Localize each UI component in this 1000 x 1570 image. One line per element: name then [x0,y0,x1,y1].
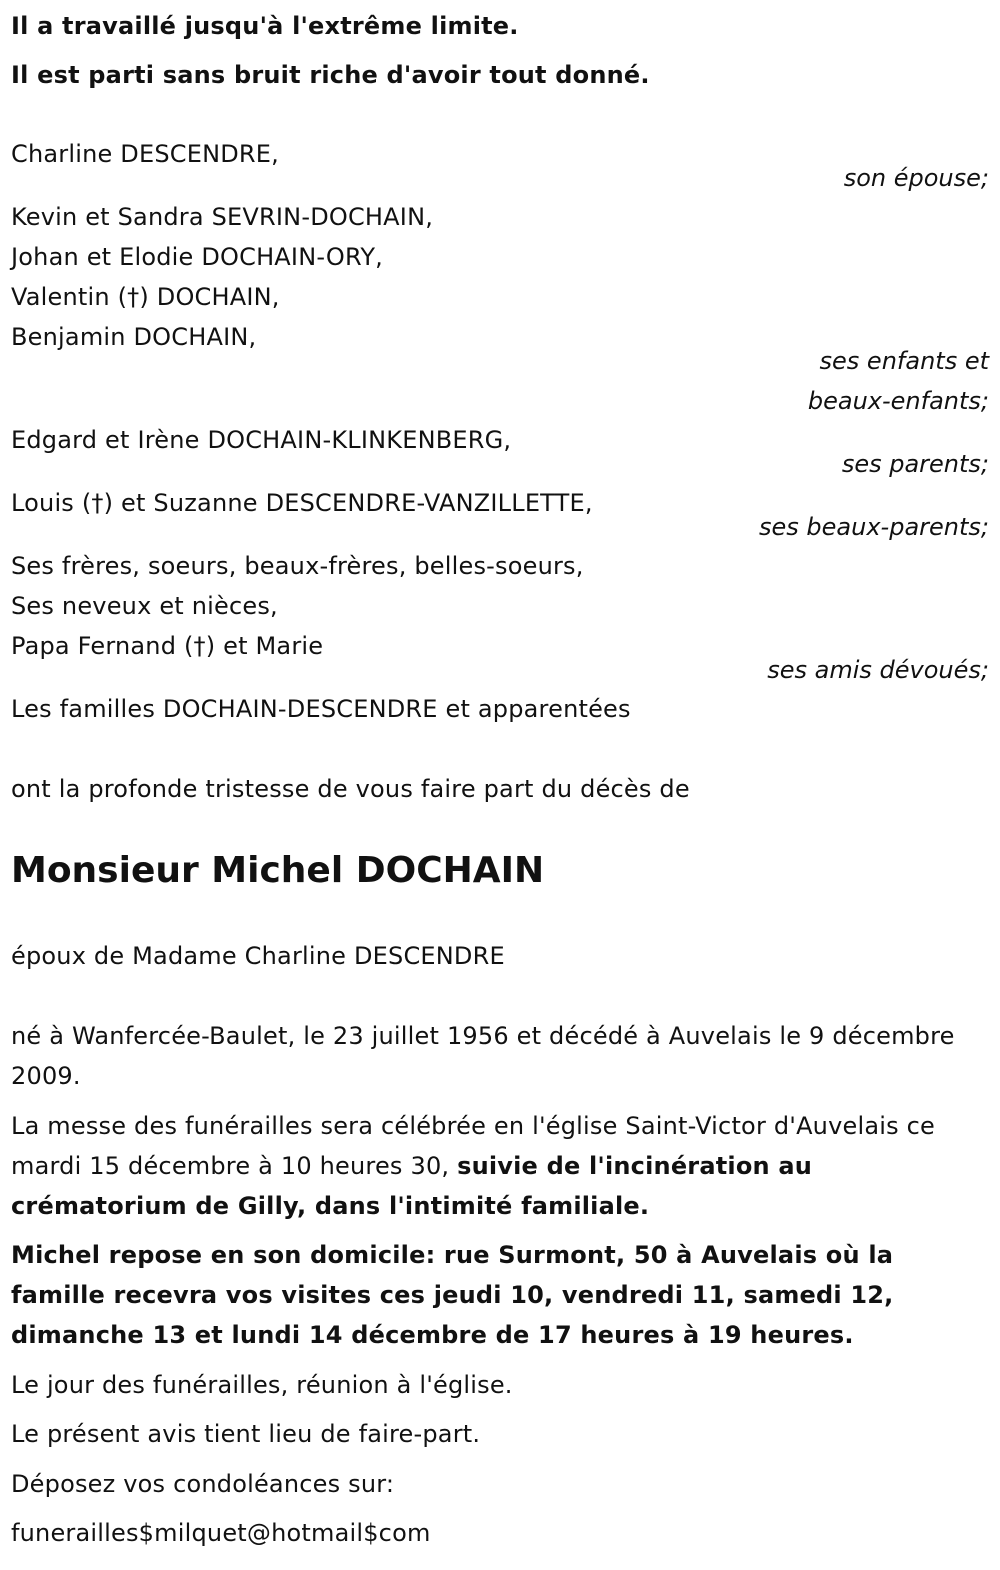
birth-death-text: né à Wanfercée-Baulet, le 23 juillet 1956 et décédé à Auvelais le 9 décembre 2009. [11,1022,955,1090]
spouse-name: Charline DESCENDRE, [11,140,279,168]
families-line: Les familles DOCHAIN-DESCENDRE et apparentées [11,695,631,723]
spouse-of-text: époux de Madame Charline DESCENDRE [11,942,505,970]
announcement-text: ont la profonde tristesse de vous faire part du décès de [11,775,690,803]
child-name: Kevin et Sandra SEVRIN-DOCHAIN, [11,203,434,231]
meeting-text: Le jour des funérailles, réunion à l'église. [11,1371,513,1399]
relatives-line: Ses frères, soeurs, beaux-frères, belles-soeurs, [11,552,584,580]
child-name: Johan et Elodie DOCHAIN-ORY, [11,243,384,271]
funeral-mass-text [11,1106,986,1226]
notice-text: Le présent avis tient lieu de faire-part. [11,1420,481,1448]
spouse-role: son épouse; [843,164,989,192]
child-name: Benjamin DOCHAIN, [11,323,257,351]
funeral-mass-plain: La messe des funérailles sera célébrée en l'église Saint-Victor d'Auvelais ce mardi 15 décembre à 10 heures 30, [11,1112,936,1180]
relatives-line: Papa Fernand (†) et Marie [11,632,324,660]
relatives-line: Ses neveux et nièces, [11,592,278,620]
friends-role: ses amis dévoués; [767,656,989,684]
parents-name: Edgard et Irène DOCHAIN-KLINKENBERG, [11,426,512,454]
epitaph-line-1: Il a travaillé jusqu'à l'extrême limite. [11,12,519,40]
children-role: ses enfants et [819,347,989,375]
parents-in-law-name: Louis (†) et Suzanne DESCENDRE-VANZILLETTE, [11,489,593,517]
condolences-label: Déposez vos condoléances sur: [11,1470,395,1498]
visits-text: Michel repose en son domicile: rue Surmont, 50 à Auvelais où la famille recevra vos visites ces jeudi 10, vendredi 11, samedi 12, dimanche 13 et lundi 14 décembre de 17 heures à 19 heures. [11,1241,894,1349]
deceased-name: Monsieur Michel DOCHAIN [11,850,545,891]
parents-role: ses parents; [841,450,989,478]
children-role: beaux-enfants; [807,387,989,415]
epitaph-line-2: Il est parti sans bruit riche d'avoir tout donné. [11,61,650,89]
parents-in-law-role: ses beaux-parents; [759,513,989,541]
child-name: Valentin (†) DOCHAIN, [11,283,280,311]
funeral-mass-bold: suivie de l'incinération au crématorium de Gilly, dans l'intimité familiale. [11,1152,813,1220]
condolences-contact: funerailles$milquet@hotmail$com [11,1519,431,1547]
